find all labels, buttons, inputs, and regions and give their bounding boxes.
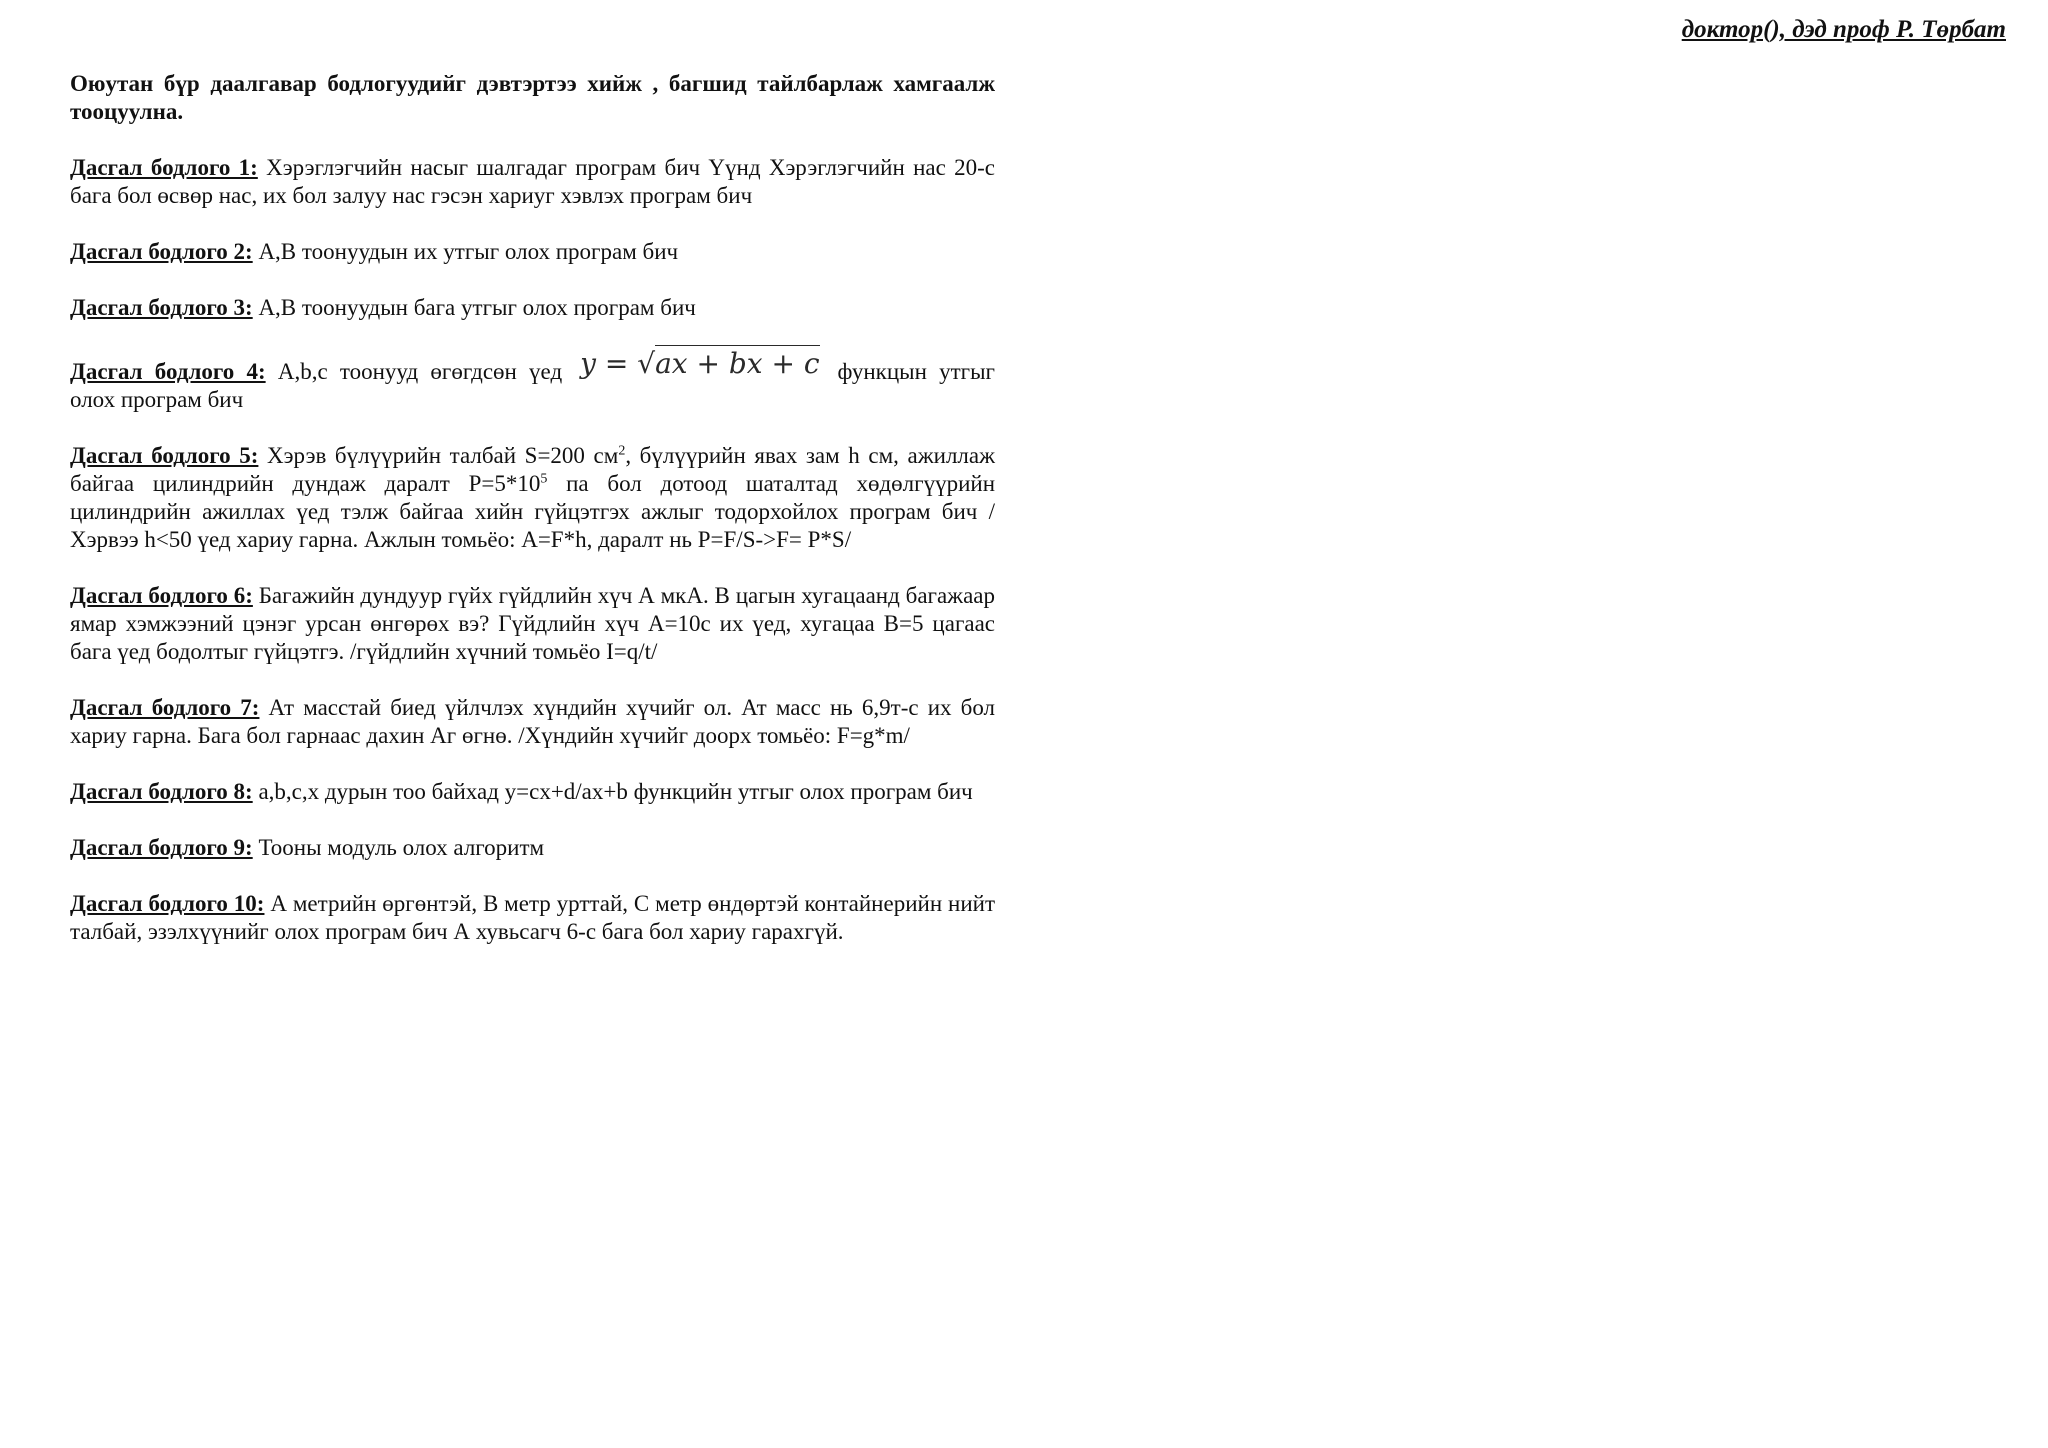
formula-radicand: ax + bx + c xyxy=(655,347,820,380)
exercise-8 xyxy=(70,778,995,806)
exercise-9 xyxy=(70,834,995,862)
exercise-text: Ат масстай биед үйлчлэх хүндийн хүчийг ол. Ат масс нь 6,9т-с их бол хариу гарна. Бага бол гарнаас дахин Аг өгнө. /Хүндийн хүчийг доорх томьёо: F=g*m/ xyxy=(70,695,996,748)
exercise-label: Дасгал бодлого 5: xyxy=(70,443,259,468)
exercise-label: Дасгал бодлого 1: xyxy=(70,155,258,180)
exercise-6 xyxy=(70,582,995,666)
exercise-7 xyxy=(70,694,995,750)
exercise-text-cont: , бүлүүрийн явах зам h см, ажиллаж байгаа цилиндрийн дундаж даралт P=5*10 xyxy=(70,443,995,496)
exercise-text: Тооны модуль олох алгоритм xyxy=(252,835,545,860)
exercise-text-after: функцын утгыг олох програм бич xyxy=(70,359,995,412)
exercise-text: a,b,c,x дурын тоо байхад y=cx+d/ax+b функцийн утгыг олох програм бич xyxy=(252,779,973,804)
exercise-label: Дасгал бодлого 10: xyxy=(70,891,265,916)
radical-sign: √ xyxy=(637,347,656,380)
document-body xyxy=(70,70,995,974)
exercise-label: Дасгал бодлого 9: xyxy=(70,835,253,860)
superscript-pressure-exponent: 5 xyxy=(540,471,548,487)
exercise-label: Дасгал бодлого 8: xyxy=(70,779,253,804)
superscript-area-exponent: 2 xyxy=(618,443,626,459)
exercise-2 xyxy=(70,238,995,266)
exercise-10 xyxy=(70,890,995,946)
intro-paragraph: Оюутан бүр даалгавар бодлогуудийг дэвтэртээ хийж , багшид тайлбарлаж хамгаалж тооцуулна. xyxy=(70,71,995,124)
sqrt-formula xyxy=(580,347,820,380)
exercise-4 xyxy=(70,347,995,414)
exercise-label: Дасгал бодлого 2: xyxy=(70,239,253,264)
exercise-text: Хэрэглэгчийн насыг шалгадаг програм бич Үүнд Хэрэглэгчийн нас 20-с бага бол өсвөр нас, их бол залуу нас гэсэн хариуг хэвлэх програм бич xyxy=(70,155,996,208)
exercise-text: Хэрэв бүлүүрийн талбай S=200 см xyxy=(258,443,619,468)
exercise-5 xyxy=(70,442,995,554)
exercise-text: A,B тоонуудын бага утгыг олох програм бич xyxy=(252,295,696,320)
exercise-text-end: па бол дотоод шаталтад хөдөлгүүрийн цилиндрийн ажиллах үед тэлж байгаа хийн гүйцэтгэх ажлыг тодорхойлох програм бич /Хэрвээ h<50 үед хариу гарна. Ажлын томьёо: A=F*h, даралт нь P=F/S->F= P*S/ xyxy=(70,471,995,552)
exercise-3 xyxy=(70,294,995,322)
exercise-1 xyxy=(70,154,995,210)
exercise-label: Дасгал бодлого 4: xyxy=(70,359,266,384)
exercise-label: Дасгал бодлого 3: xyxy=(70,295,253,320)
formula-lhs: y = xyxy=(580,347,638,380)
exercise-text: А метрийн өргөнтэй, В метр урттай, С метр өндөртэй контайнерийн нийт талбай, эзэлхүүнийг олох програм бич А хувьсагч 6-с бага бол хариу гарахгүй. xyxy=(70,891,995,944)
exercise-text: A,b,c тоонууд өгөгдсөн үед xyxy=(265,359,563,384)
author-header: доктор(), дэд проф Р. Төрбат xyxy=(1681,16,2006,43)
exercise-label: Дасгал бодлого 7: xyxy=(70,695,260,720)
exercise-text: A,B тоонуудын их утгыг олох програм бич xyxy=(252,239,679,264)
exercise-label: Дасгал бодлого 6: xyxy=(70,583,253,608)
exercise-text: Багажийн дундуур гүйх гүйдлийн хүч А мкА. В цагын хугацаанд багажаар ямар хэмжээний цэнэг урсан өнгөрөх вэ? Гүйдлийн хүч A=10c их үед, хугацаа B=5 цагаас бага үед бодолтыг гүйцэтгэ. /гүйдлийн хүчний томьёо I=q/t/ xyxy=(70,583,995,664)
